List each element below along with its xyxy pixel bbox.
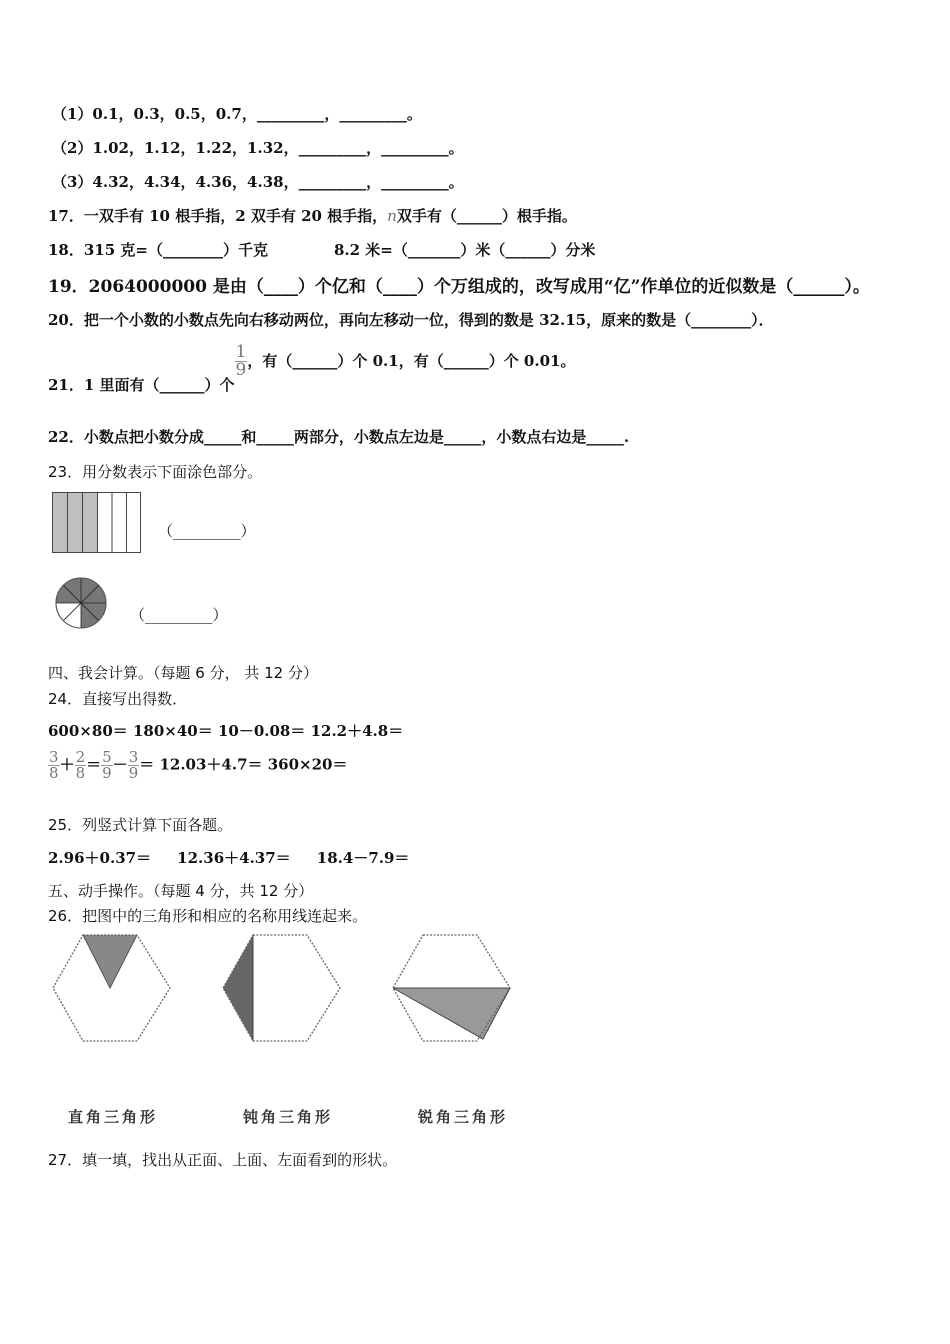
q21-text-after: ，有（______）个 0.1，有（______）个 0.01。 — [247, 351, 576, 370]
fraction — [128, 750, 140, 781]
equals-sign: ＝ — [86, 755, 102, 774]
q24-row-2-rest: ＝ 12.03＋4.7＝ 360×20＝ — [139, 755, 348, 774]
question-19: 19．2064000000 是由（____）个亿和（____）个万组成的，改写成用“亿”作单位的近似数是（______）。 — [48, 277, 870, 297]
frac-den: 9 — [128, 764, 139, 782]
q21-text: 21．1 里面有（______）个 — [48, 375, 235, 394]
frac-den: 9 — [235, 360, 247, 380]
frac-num: 3 — [49, 748, 59, 766]
section-4-title: 四、我会计算。（每题 6 分， 共 12 分） — [48, 664, 318, 682]
hexagon-figure-2 — [220, 932, 345, 1044]
question-25: 25．列竖式计算下面各题。 — [48, 816, 233, 834]
frac-den: 8 — [75, 764, 86, 782]
shaded-circle-figure — [54, 576, 108, 630]
question-17 — [48, 205, 577, 226]
q23-blank-1[interactable]: （_________） — [158, 522, 256, 540]
q18-part2: 8.2 米=（_______）米（______）分米 — [333, 241, 596, 259]
q16-item-3: （3）4.32，4.34，4.36，4.38，_________，_________。 — [52, 173, 464, 191]
q16-item-2: （2）1.02，1.12，1.22，1.32，_________，_________。 — [52, 139, 464, 157]
question-26: 26．把图中的三角形和相应的名称用线连起来。 — [48, 907, 368, 925]
frac-den: 9 — [102, 764, 112, 782]
fraction — [101, 750, 113, 781]
question-18 — [48, 239, 595, 260]
shaded-rectangle-figure — [52, 492, 142, 554]
frac-num: 2 — [75, 748, 86, 766]
frac-num: 3 — [128, 748, 139, 766]
plus-sign: ＋ — [59, 755, 75, 774]
question-27: 27．填一填，找出从正面、上面、左面看到的形状。 — [48, 1151, 398, 1169]
q17-text: 17．一双手有 10 根手指，2 双手有 20 根手指， — [48, 207, 388, 225]
q17-text-after: 双手有（______）根手指。 — [396, 207, 577, 225]
q23-blank-2[interactable]: （_________） — [130, 606, 228, 624]
label-acute-triangle: 锐角三角形 — [418, 1108, 509, 1126]
hexagon-figure-1 — [50, 932, 175, 1044]
question-22: 22．小数点把小数分成_____和_____两部分，小数点左边是_____，小数点右边是_____. — [48, 428, 630, 446]
q24-row-1: 600×80＝ 180×40＝ 10－0.08＝ 12.2＋4.8＝ — [48, 722, 404, 740]
fraction — [75, 750, 87, 781]
question-21 — [48, 342, 576, 394]
q18-part1: 18．315 克=（________）千克 — [48, 241, 268, 259]
frac-den: 8 — [49, 764, 59, 782]
label-right-triangle: 直角三角形 — [68, 1108, 159, 1126]
q17-variable: n — [387, 207, 397, 225]
question-20: 20．把一个小数的小数点先向右移动两位，再向左移动一位，得到的数是 32.15，原来的数是（________）． — [48, 311, 774, 329]
label-obtuse-triangle: 钝角三角形 — [243, 1108, 334, 1126]
frac-num: 1 — [235, 342, 247, 362]
question-24: 24．直接写出得数． — [48, 690, 188, 708]
q24-row-2 — [48, 750, 348, 781]
section-5-title: 五、动手操作。（每题 4 分，共 12 分） — [48, 882, 314, 900]
minus-sign: － — [112, 755, 128, 774]
q21-fraction — [235, 344, 248, 379]
frac-num: 5 — [102, 748, 112, 766]
fraction — [48, 750, 60, 781]
q16-item-1: （1）0.1，0.3，0.5，0.7，_________，_________。 — [52, 105, 422, 123]
hexagon-figure-3 — [390, 932, 515, 1044]
question-23: 23．用分数表示下面涂色部分。 — [48, 463, 263, 481]
q25-row: 2.96＋0.37＝ 12.36＋4.37＝ 18.4－7.9＝ — [48, 849, 410, 867]
